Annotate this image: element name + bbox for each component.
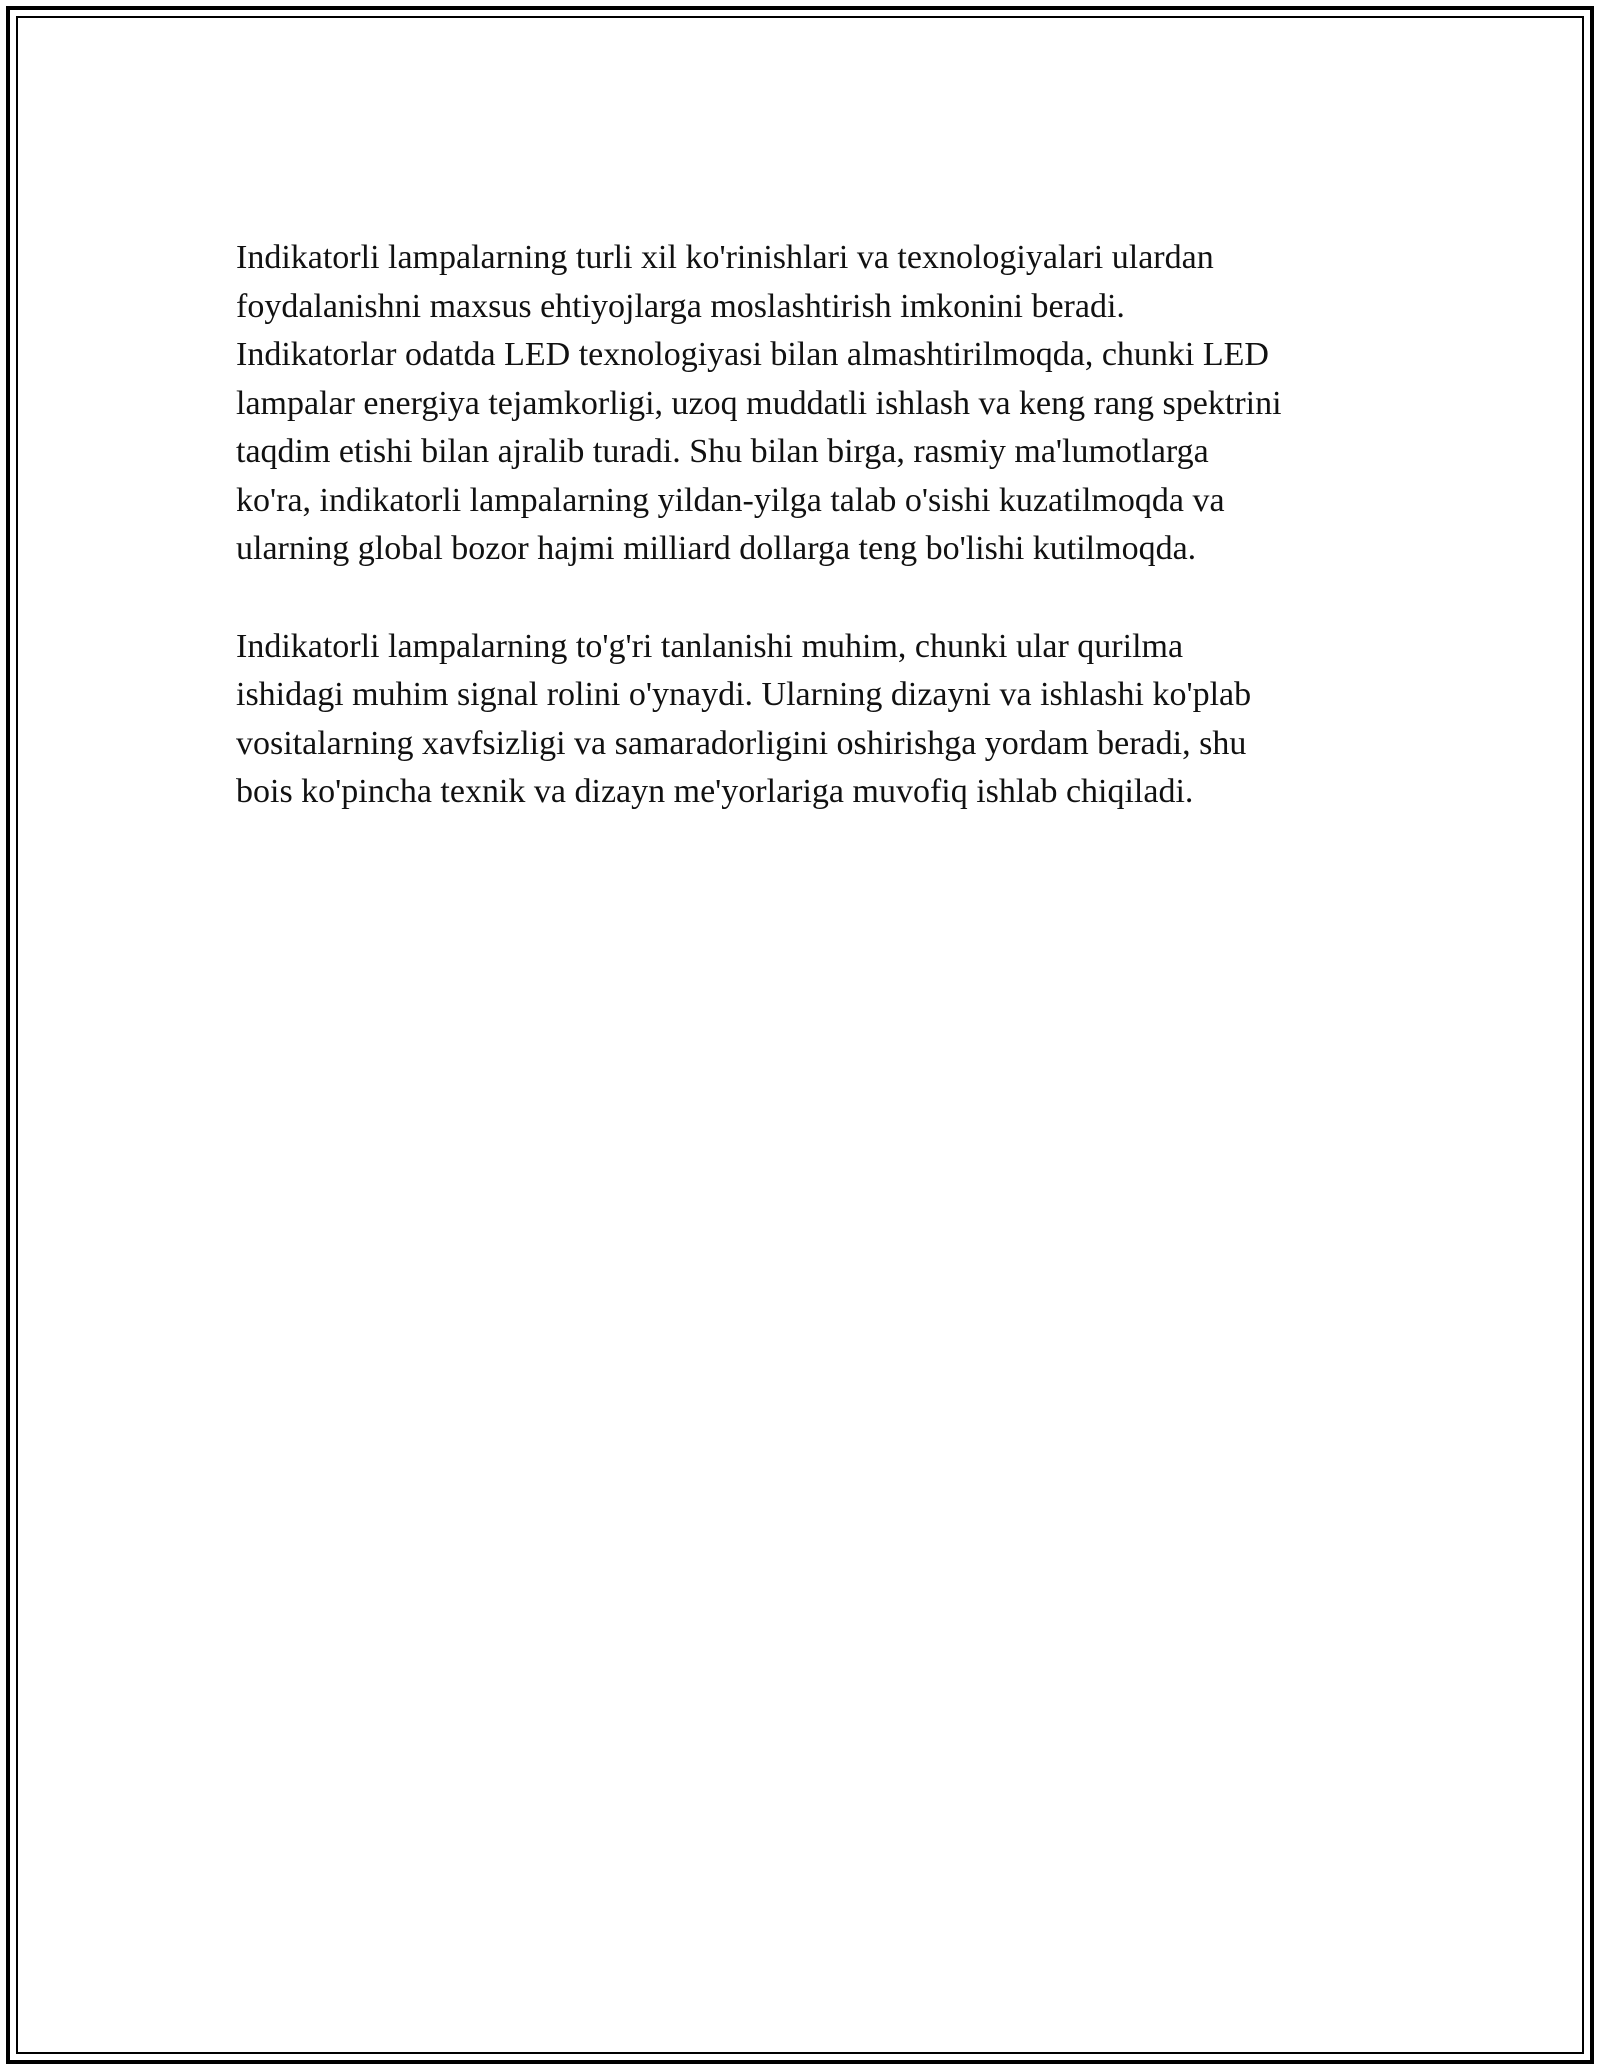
paragraph-line: Indikatorlar odatda LED texnologiyasi bilan almashtirilmoqda, chunki LED <box>236 336 1269 373</box>
paragraph-line: ularning global bozor hajmi milliard dollarga teng bo'lishi kutilmoqda. <box>236 530 1197 567</box>
paragraph-line: bois ko'pincha texnik va dizayn me'yorlariga muvofiq ishlab chiqiladi. <box>236 773 1194 810</box>
paragraph-line: taqdim etishi bilan ajralib turadi. Shu bilan birga, rasmiy ma'lumotlarga <box>236 433 1209 470</box>
paragraph-line: lampalar energiya tejamkorligi, uzoq muddatli ishlash va keng rang spektrini <box>236 384 1282 422</box>
paragraph-line: ko'ra, indikatorli lampalarning yildan-yilga talab o'sishi kuzatilmoqda va <box>236 481 1225 519</box>
paragraph-line: Indikatorli lampalarning to'g'ri tanlanishi muhim, chunki ular qurilma <box>236 627 1184 665</box>
paragraph-line: foydalanishni maxsus ehtiyojlarga moslashtirish imkonini beradi. <box>236 287 1125 325</box>
paragraph-1 <box>236 234 1386 574</box>
paragraph-line: ishidagi muhim signal rolini o'ynaydi. Ularning dizayni va ishlashi ko'plab <box>236 676 1252 713</box>
paragraph-line: Indikatorli lampalarning turli xil ko'rinishlari va texnologiyalari ulardan <box>236 239 1214 276</box>
paragraph-line: vositalarning xavfsizligi va samaradorligini oshirishga yordam beradi, shu <box>236 724 1247 762</box>
document-body <box>236 234 1386 866</box>
paragraph-2 <box>236 623 1386 817</box>
